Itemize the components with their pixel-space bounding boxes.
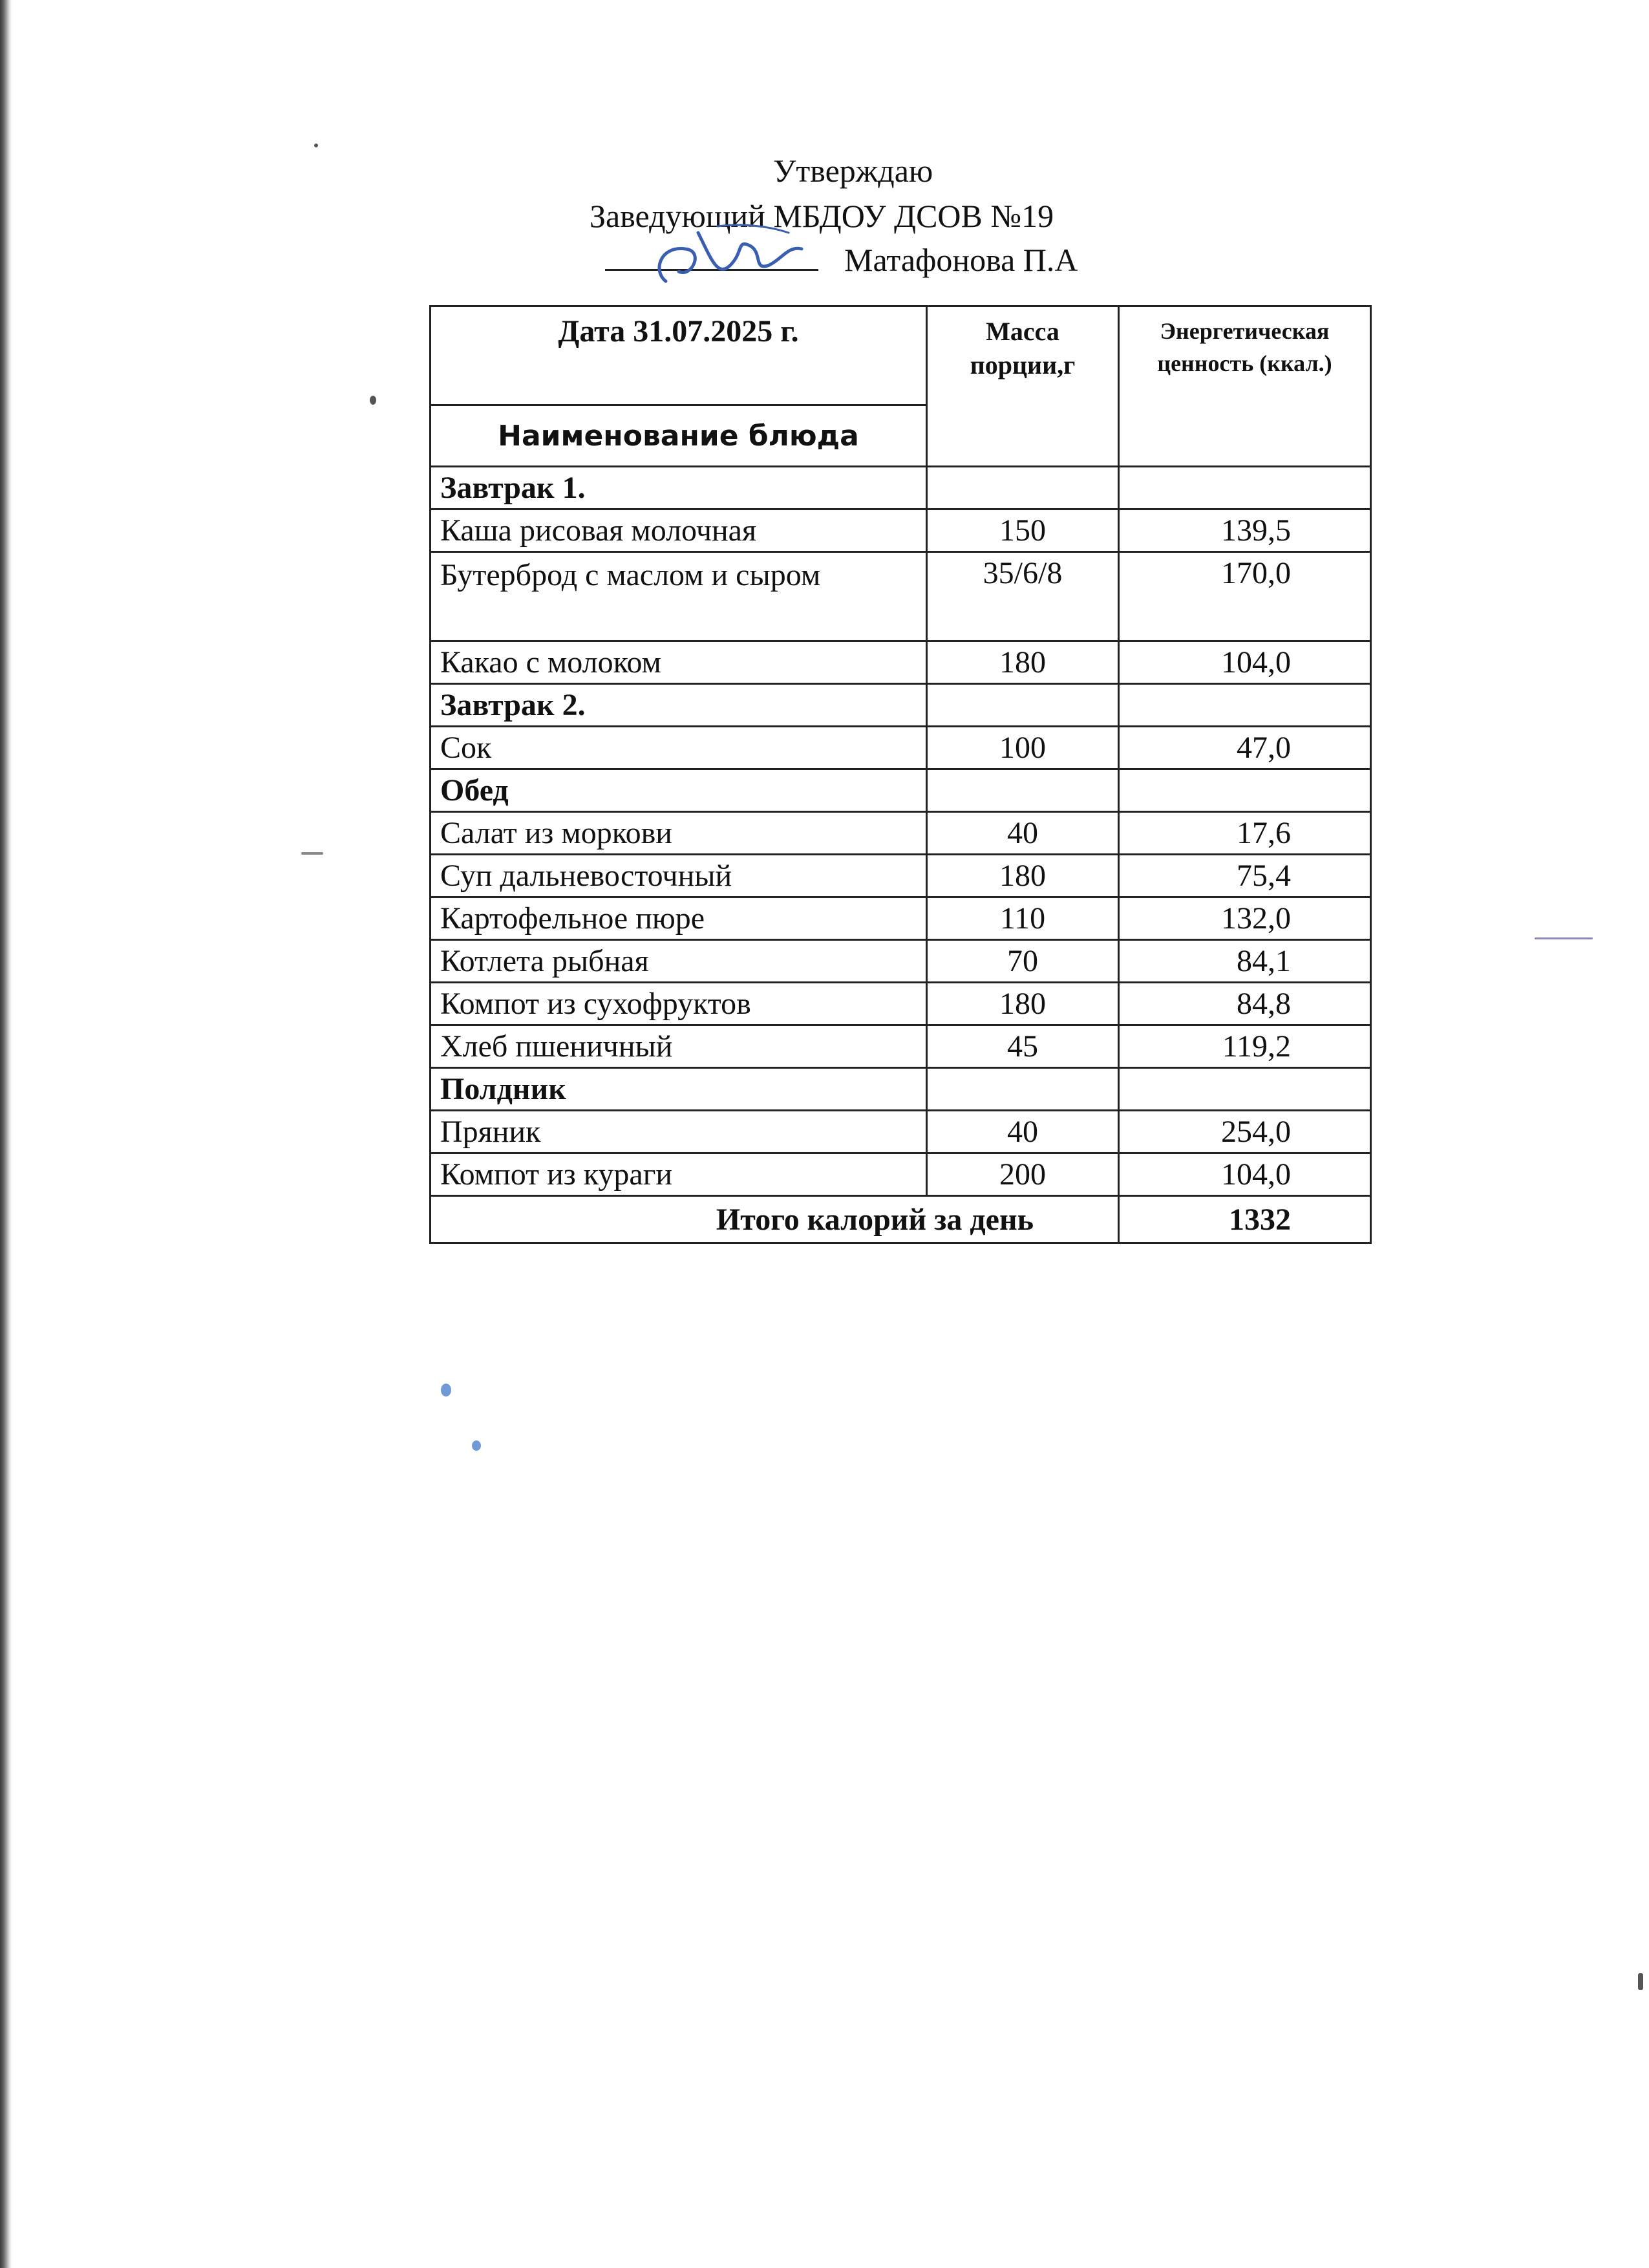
dish-energy: 47,0 (1119, 727, 1371, 769)
total-value: 1332 (1119, 1196, 1371, 1243)
scan-speck (441, 1384, 451, 1396)
table-row (431, 855, 1371, 897)
dish-name: Картофельное пюре (431, 897, 927, 940)
empty-cell (1119, 1068, 1371, 1111)
dish-name: Бутерброд с маслом и сыром (431, 552, 927, 641)
header-mass: Масса порции,г (927, 306, 1119, 467)
dish-energy: 17,6 (1119, 812, 1371, 855)
table-row (431, 641, 1371, 684)
total-label: Итого калорий за день (431, 1196, 1119, 1243)
section-title: Полдник (431, 1068, 927, 1111)
empty-cell (1119, 769, 1371, 812)
dish-mass: 150 (927, 509, 1119, 552)
dish-mass: 180 (927, 641, 1119, 684)
scan-edge-shadow (0, 0, 12, 2268)
dish-energy: 170,0 (1119, 552, 1371, 641)
total-row (431, 1196, 1371, 1243)
dish-mass: 200 (927, 1153, 1119, 1196)
dish-name: Компот из сухофруктов (431, 983, 927, 1025)
section-row (431, 467, 1371, 509)
dish-energy: 75,4 (1119, 855, 1371, 897)
dish-name: Каша рисовая молочная (431, 509, 927, 552)
section-row (431, 1068, 1371, 1111)
dish-name: Хлеб пшеничный (431, 1025, 927, 1068)
dish-mass: 70 (927, 940, 1119, 983)
dish-mass: 100 (927, 727, 1119, 769)
dish-mass: 40 (927, 1111, 1119, 1153)
table-row (431, 897, 1371, 940)
table-row (431, 509, 1371, 552)
table-row (431, 552, 1371, 641)
table-row (431, 812, 1371, 855)
menu-table (429, 305, 1372, 1244)
header-date: Дата 31.07.2025 г. (431, 306, 927, 405)
dish-energy: 132,0 (1119, 897, 1371, 940)
section-row (431, 769, 1371, 812)
handwritten-signature (640, 220, 808, 297)
dish-mass: 40 (927, 812, 1119, 855)
header-dish-name: Наименование блюда (431, 405, 927, 467)
dish-mass: 180 (927, 855, 1119, 897)
header-energy: Энергетическая ценность (ккал.) (1119, 306, 1371, 467)
scan-speck (1535, 937, 1593, 939)
table-header-row (431, 306, 1371, 405)
table-row (431, 940, 1371, 983)
dish-name: Сок (431, 727, 927, 769)
dish-name: Компот из кураги (431, 1153, 927, 1196)
table-row (431, 1025, 1371, 1068)
dish-mass: 180 (927, 983, 1119, 1025)
dish-name: Котлета рыбная (431, 940, 927, 983)
scan-speck (472, 1440, 481, 1451)
scan-speck (314, 144, 318, 147)
table-row (431, 1153, 1371, 1196)
empty-cell (1119, 684, 1371, 727)
empty-cell (1119, 467, 1371, 509)
dish-energy: 104,0 (1119, 1153, 1371, 1196)
section-title: Завтрак 2. (431, 684, 927, 727)
empty-cell (927, 1068, 1119, 1111)
dish-energy: 84,1 (1119, 940, 1371, 983)
dish-mass: 110 (927, 897, 1119, 940)
dish-name: Суп дальневосточный (431, 855, 927, 897)
approver-name: Матафонова П.А (844, 242, 1078, 278)
table-row (431, 727, 1371, 769)
dish-name: Пряник (431, 1111, 927, 1153)
scan-speck (301, 852, 323, 855)
dish-name: Салат из моркови (431, 812, 927, 855)
empty-cell (927, 769, 1119, 812)
dish-energy: 254,0 (1119, 1111, 1371, 1153)
section-title: Завтрак 1. (431, 467, 927, 509)
section-title: Обед (431, 769, 927, 812)
dish-mass: 35/6/8 (927, 552, 1119, 641)
scan-speck (370, 396, 376, 405)
approval-title: Утверждаю (773, 153, 933, 189)
dish-energy: 119,2 (1119, 1025, 1371, 1068)
table-row (431, 983, 1371, 1025)
dish-energy: 84,8 (1119, 983, 1371, 1025)
section-row (431, 684, 1371, 727)
dish-mass: 45 (927, 1025, 1119, 1068)
dish-energy: 104,0 (1119, 641, 1371, 684)
dish-energy: 139,5 (1119, 509, 1371, 552)
dish-name: Какао с молоком (431, 641, 927, 684)
empty-cell (927, 684, 1119, 727)
scan-speck (1638, 1973, 1643, 1990)
approval-position: Заведующий МБДОУ ДСОВ №19 (590, 198, 1054, 234)
table-row (431, 1111, 1371, 1153)
empty-cell (927, 467, 1119, 509)
